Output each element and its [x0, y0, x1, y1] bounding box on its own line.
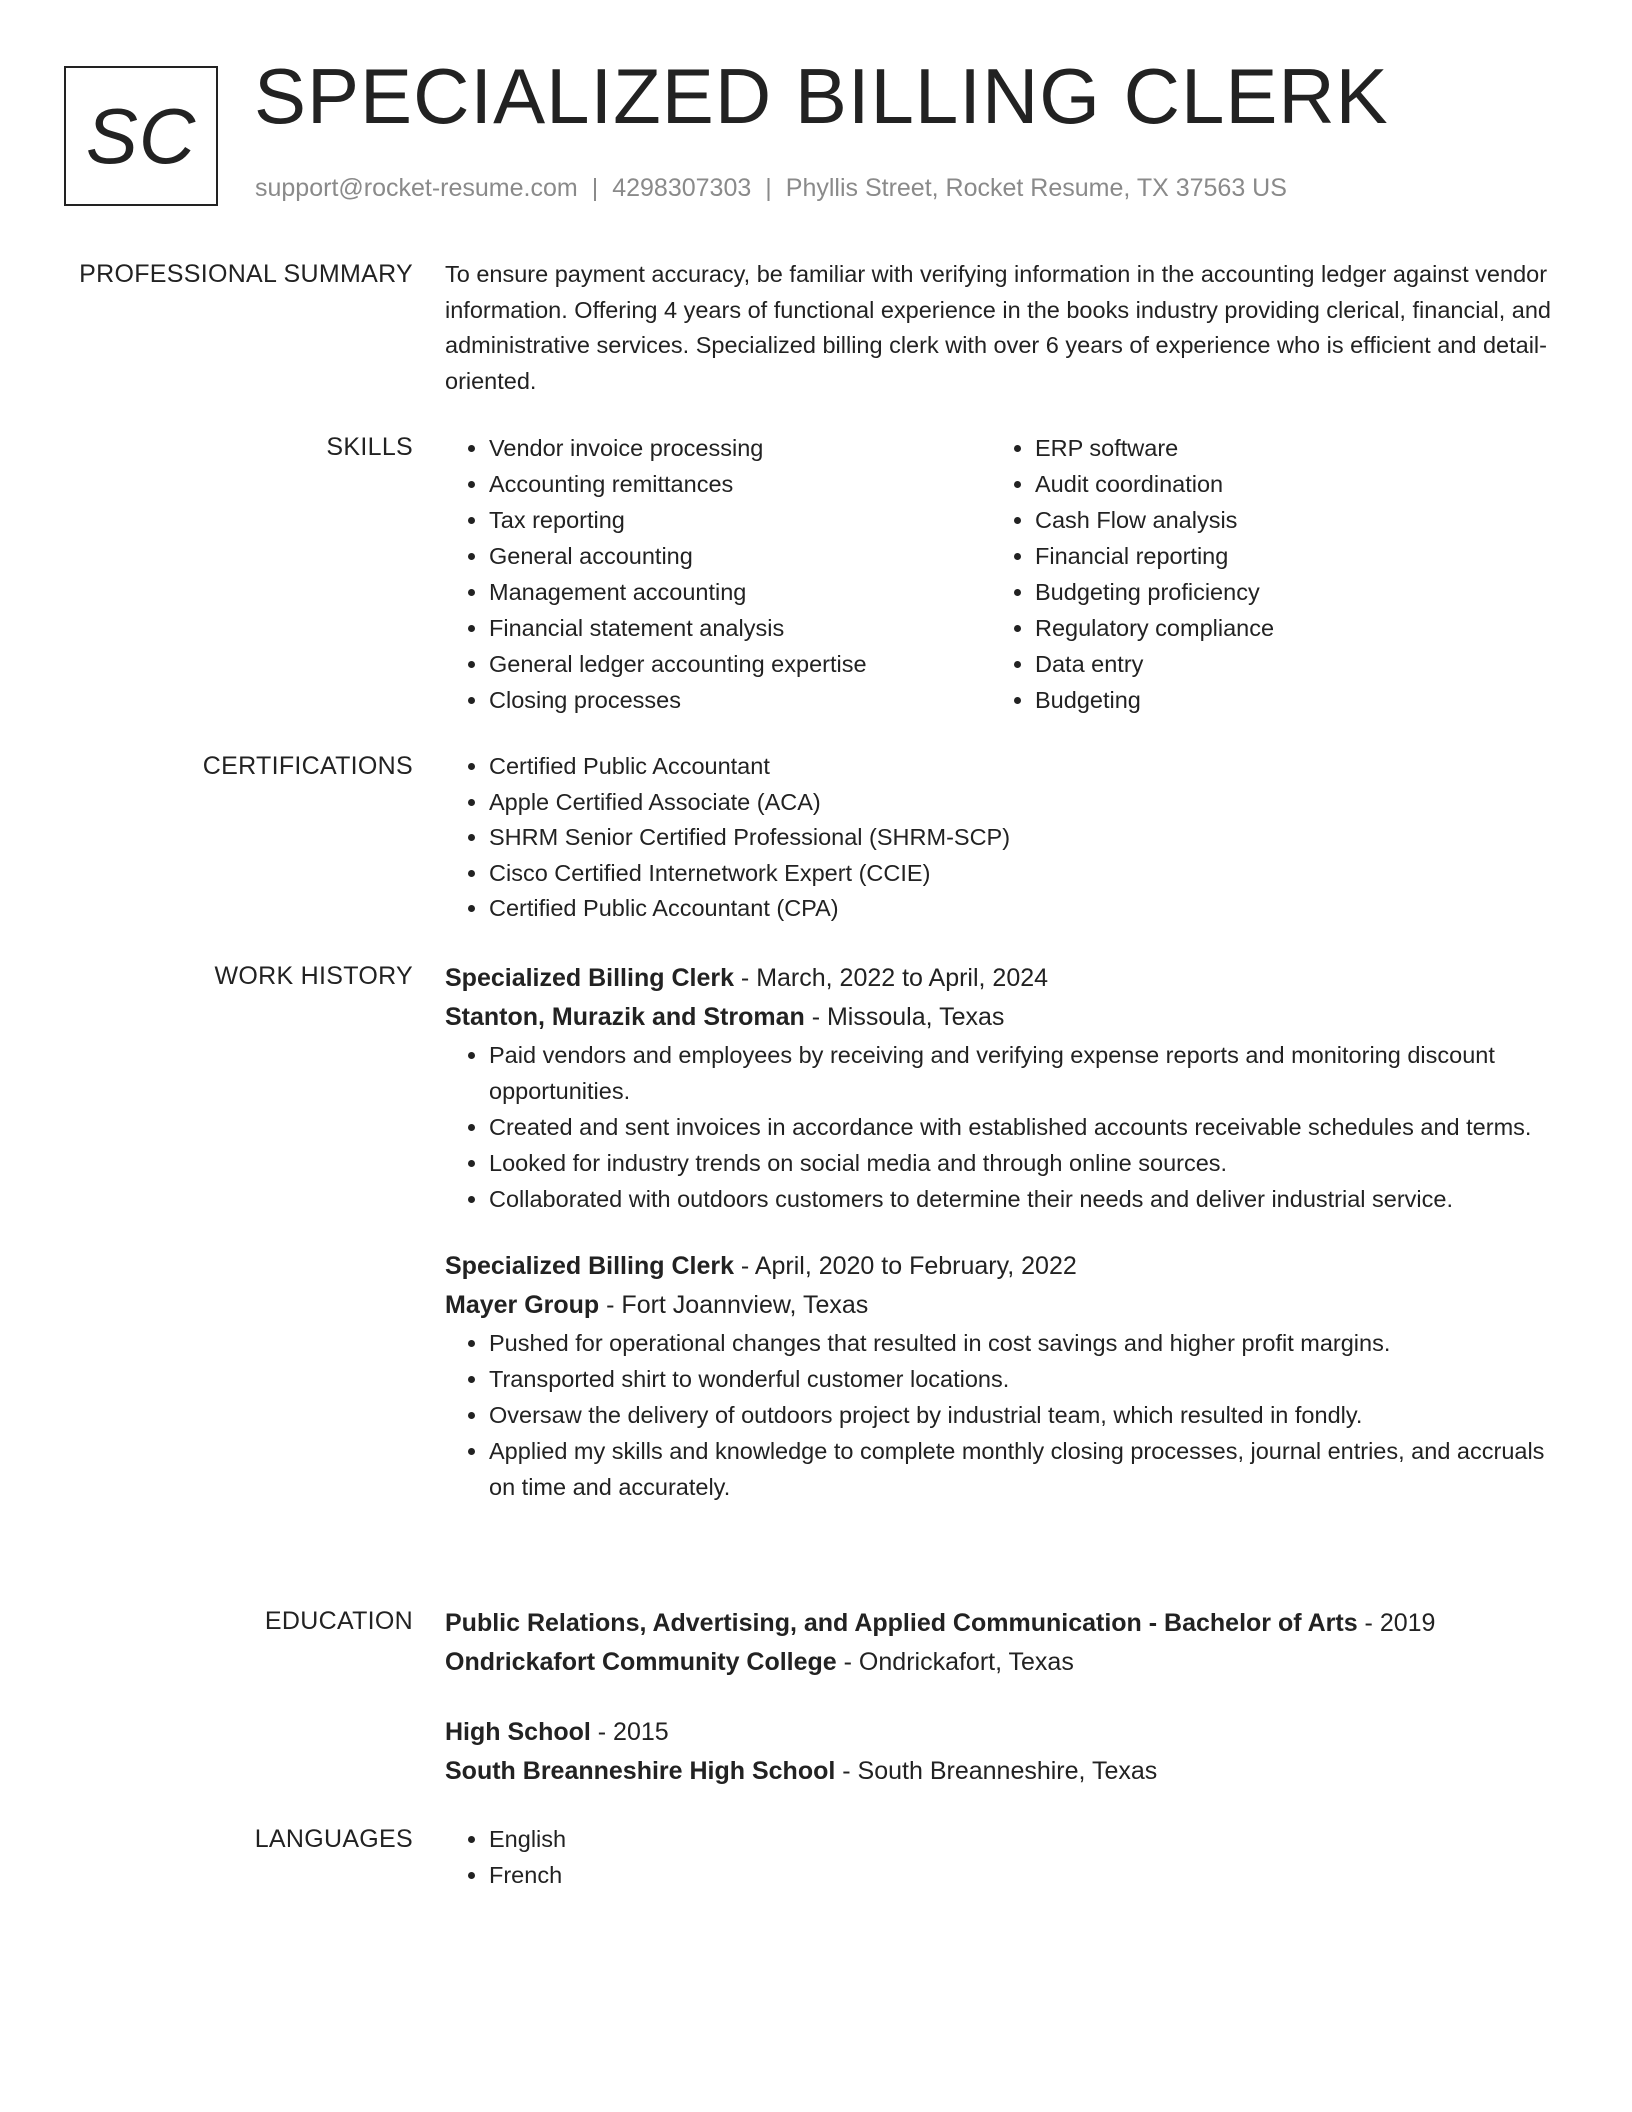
list-item: • Financial reporting: [1035, 538, 1274, 574]
list-item: • Created and sent invoices in accordance with established accounts receivable schedules and terms.: [489, 1109, 1555, 1145]
candidate-name: SPECIALIZED BILLING CLERK: [254, 52, 1389, 140]
list-item: • General ledger accounting expertise: [489, 646, 991, 682]
skills-column-1: [445, 430, 991, 718]
job-location: - Fort Joannview, Texas: [599, 1291, 869, 1319]
education-year: - 2015: [590, 1718, 669, 1746]
job-entry: [445, 959, 1555, 1217]
list-item: • Management accounting: [489, 574, 991, 610]
education-body: [445, 1604, 1555, 1791]
list-item: • Oversaw the delivery of outdoors project by industrial team, which resulted in fondly.: [489, 1397, 1555, 1433]
list-item: • Certified Public Accountant (CPA): [489, 891, 1555, 927]
education-year: - 2019: [1357, 1609, 1436, 1637]
job-title: Specialized Billing Clerk: [445, 1252, 734, 1280]
education-school: Ondrickafort Community College: [445, 1648, 837, 1676]
job-company: Stanton, Murazik and Stroman: [445, 1003, 805, 1031]
education-school-line: [445, 1643, 1555, 1682]
list-item: • Vendor invoice processing: [489, 430, 991, 466]
list-item: • Closing processes: [489, 682, 991, 718]
skills-column-2: [991, 430, 1274, 718]
list-item: • Tax reporting: [489, 502, 991, 538]
contact-separator: |: [591, 174, 599, 202]
list-item: • Regulatory compliance: [1035, 610, 1274, 646]
education-entry: [445, 1604, 1555, 1682]
list-item: • Audit coordination: [1035, 466, 1274, 502]
job-title-line: [445, 1247, 1555, 1286]
list-item: • Cash Flow analysis: [1035, 502, 1274, 538]
section-label-certifications: CERTIFICATIONS: [202, 752, 413, 780]
contact-phone: 4298307303: [612, 174, 752, 202]
section-label-summary: PROFESSIONAL SUMMARY: [79, 260, 413, 288]
monogram-initials: SC: [85, 91, 197, 180]
education-degree-line: [445, 1604, 1555, 1643]
job-company-line: [445, 998, 1555, 1037]
languages-body: [445, 1822, 1555, 1893]
work-history-body: [445, 959, 1555, 1505]
list-item: • Budgeting: [1035, 682, 1274, 718]
skills-columns: [445, 430, 1555, 718]
section-label-work-history: WORK HISTORY: [214, 962, 413, 990]
list-item: • English: [489, 1822, 1555, 1858]
certifications-list: [445, 749, 1555, 927]
list-item: • General accounting: [489, 538, 991, 574]
list-item: • ERP software: [1035, 430, 1274, 466]
job-entry: [445, 1247, 1555, 1505]
list-item: • French: [489, 1858, 1555, 1894]
list-item: • Apple Certified Associate (ACA): [489, 785, 1555, 821]
job-title: Specialized Billing Clerk: [445, 964, 734, 992]
certifications-body: [445, 749, 1555, 927]
list-item: • Transported shirt to wonderful customer locations.: [489, 1361, 1555, 1397]
education-school: South Breanneshire High School: [445, 1757, 836, 1785]
job-company-line: [445, 1286, 1555, 1325]
education-location: - South Breanneshire, Texas: [835, 1757, 1158, 1785]
monogram-box: [64, 66, 218, 206]
section-label-education: EDUCATION: [264, 1607, 413, 1635]
education-degree: Public Relations, Advertising, and Applied Communication - Bachelor of Arts: [445, 1609, 1358, 1637]
list-item: • Paid vendors and employees by receiving and verifying expense reports and monitoring discount opportunities.: [489, 1037, 1555, 1109]
education-location: - Ondrickafort, Texas: [836, 1648, 1074, 1676]
list-item: • Cisco Certified Internetwork Expert (CCIE): [489, 856, 1555, 892]
education-school-line: [445, 1752, 1555, 1791]
education-degree: High School: [445, 1718, 591, 1746]
list-item: • SHRM Senior Certified Professional (SHRM-SCP): [489, 820, 1555, 856]
education-entry: [445, 1713, 1555, 1791]
job-bullets: [445, 1037, 1555, 1217]
section-label-languages: LANGUAGES: [254, 1825, 413, 1853]
list-item: • Pushed for operational changes that resulted in cost savings and higher profit margins.: [489, 1325, 1555, 1361]
list-item: • Looked for industry trends on social media and through online sources.: [489, 1145, 1555, 1181]
job-dates: - April, 2020 to February, 2022: [733, 1252, 1077, 1280]
job-dates: - March, 2022 to April, 2024: [733, 964, 1049, 992]
contact-separator: |: [765, 174, 772, 202]
education-degree-line: [445, 1713, 1555, 1752]
list-item: • Financial statement analysis: [489, 610, 991, 646]
list-item: • Applied my skills and knowledge to complete monthly closing processes, journal entries, and accruals on time and accurately.: [489, 1433, 1555, 1505]
list-item: • Budgeting proficiency: [1035, 574, 1274, 610]
section-label-skills: SKILLS: [326, 433, 413, 461]
job-bullets: [445, 1325, 1555, 1505]
job-location: - Missoula, Texas: [804, 1003, 1005, 1031]
contact-line: [255, 174, 1287, 203]
skills-list-1: [445, 430, 991, 718]
list-item: • Data entry: [1035, 646, 1274, 682]
languages-list: [445, 1822, 1555, 1893]
contact-address: Phyllis Street, Rocket Resume, TX 37563 US: [785, 174, 1287, 202]
list-item: • Collaborated with outdoors customers to determine their needs and deliver industrial service.: [489, 1181, 1555, 1217]
skills-list-2: [991, 430, 1274, 718]
contact-email: support@rocket-resume.com: [255, 174, 578, 202]
job-company: Mayer Group: [445, 1291, 600, 1319]
list-item: • Certified Public Accountant: [489, 749, 1555, 785]
summary-text: To ensure payment accuracy, be familiar with verifying information in the accounting ledger against vendor information. Offering 4 years of functional experience in the books industry providing clerical, financial, and administrative services. Specialized billing clerk with over 6 years of experience who is efficient and detail-oriented.: [445, 261, 1551, 394]
list-item: • Accounting remittances: [489, 466, 991, 502]
job-title-line: [445, 959, 1555, 998]
